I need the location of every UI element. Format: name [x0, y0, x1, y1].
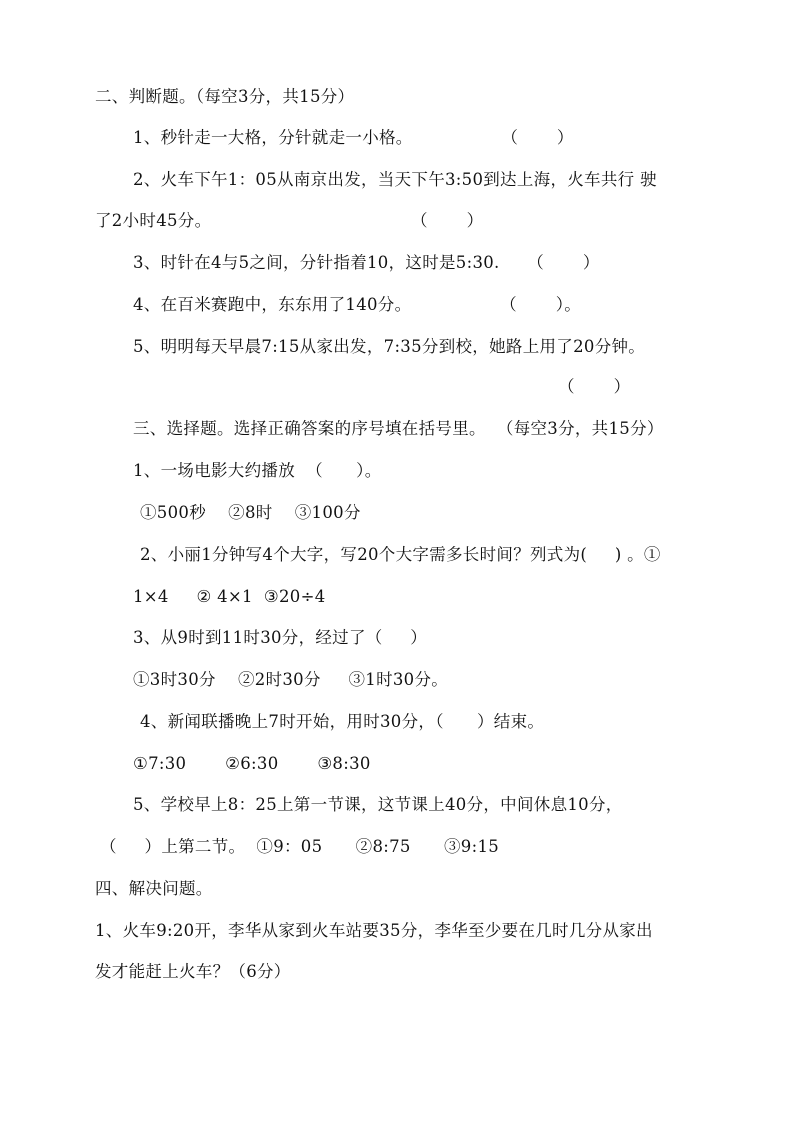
section-4-heading: 四、解决问题。 — [95, 879, 213, 898]
choice-question-2-line-2: 1×4 ② 4×1 ③20÷4 — [133, 587, 326, 606]
choice-question-5-line-1: 5、学校早上8：25上第一节课，这节课上40分，中间休息10分， — [133, 795, 623, 814]
choice-question-2-line-1: 2、小丽1分钟写4个大字，写20个大字需多长时间？列式为( ) 。① — [140, 545, 661, 564]
judge-question-5-answer-blank: （ ） — [558, 377, 631, 396]
choice-question-3: 3、从9时到11时30分，经过了（ ） — [133, 628, 428, 647]
judge-question-3: 3、时针在4与5之间，分针指着10，这时是5:30. （ ） — [133, 253, 600, 272]
problem-question-1-line-2: 发才能赶上火车？（6分） — [95, 962, 291, 981]
section-3-heading: 三、选择题。选择正确答案的序号填在括号里。 （每空3分，共15分） — [133, 419, 664, 438]
choice-question-5-line-2: （ ）上第二节。 ①9：05 ②8:75 ③9:15 — [100, 837, 500, 856]
section-2-heading: 二、判断题。（每空3分，共15分） — [95, 87, 355, 106]
choice-question-4: 4、新闻联播晚上7时开始，用时30分，（ ）结束。 — [140, 712, 545, 731]
problem-question-1-line-1: 1、火车9:20开，李华从家到火车站要35分，李华至少要在几时几分从家出 — [95, 921, 653, 940]
judge-question-4: 4、在百米赛跑中，东东用了140分。 （ ）。 — [133, 295, 582, 314]
choice-question-4-options: ①7:30 ②6:30 ③8:30 — [133, 754, 371, 773]
choice-question-1: 1、一场电影大约播放 （ ）。 — [133, 461, 382, 480]
judge-question-1: 1、秒针走一大格，分针就走一小格。 （ ） — [133, 128, 574, 147]
choice-question-3-options: ①3时30分 ②2时30分 ③1时30分。 — [133, 670, 449, 689]
judge-question-5: 5、明明每天早晨7:15从家出发，7:35分到校，她路上用了20分钟。 — [133, 337, 646, 356]
judge-question-2-line-2: 了2小时45分。 （ ） — [95, 211, 484, 230]
choice-question-1-options: ①500秒 ②8时 ③100分 — [140, 503, 361, 522]
judge-question-2-line-1: 2、火车下午1：05从南京出发，当天下午3:50到达上海，火车共行 驶 — [133, 170, 657, 189]
